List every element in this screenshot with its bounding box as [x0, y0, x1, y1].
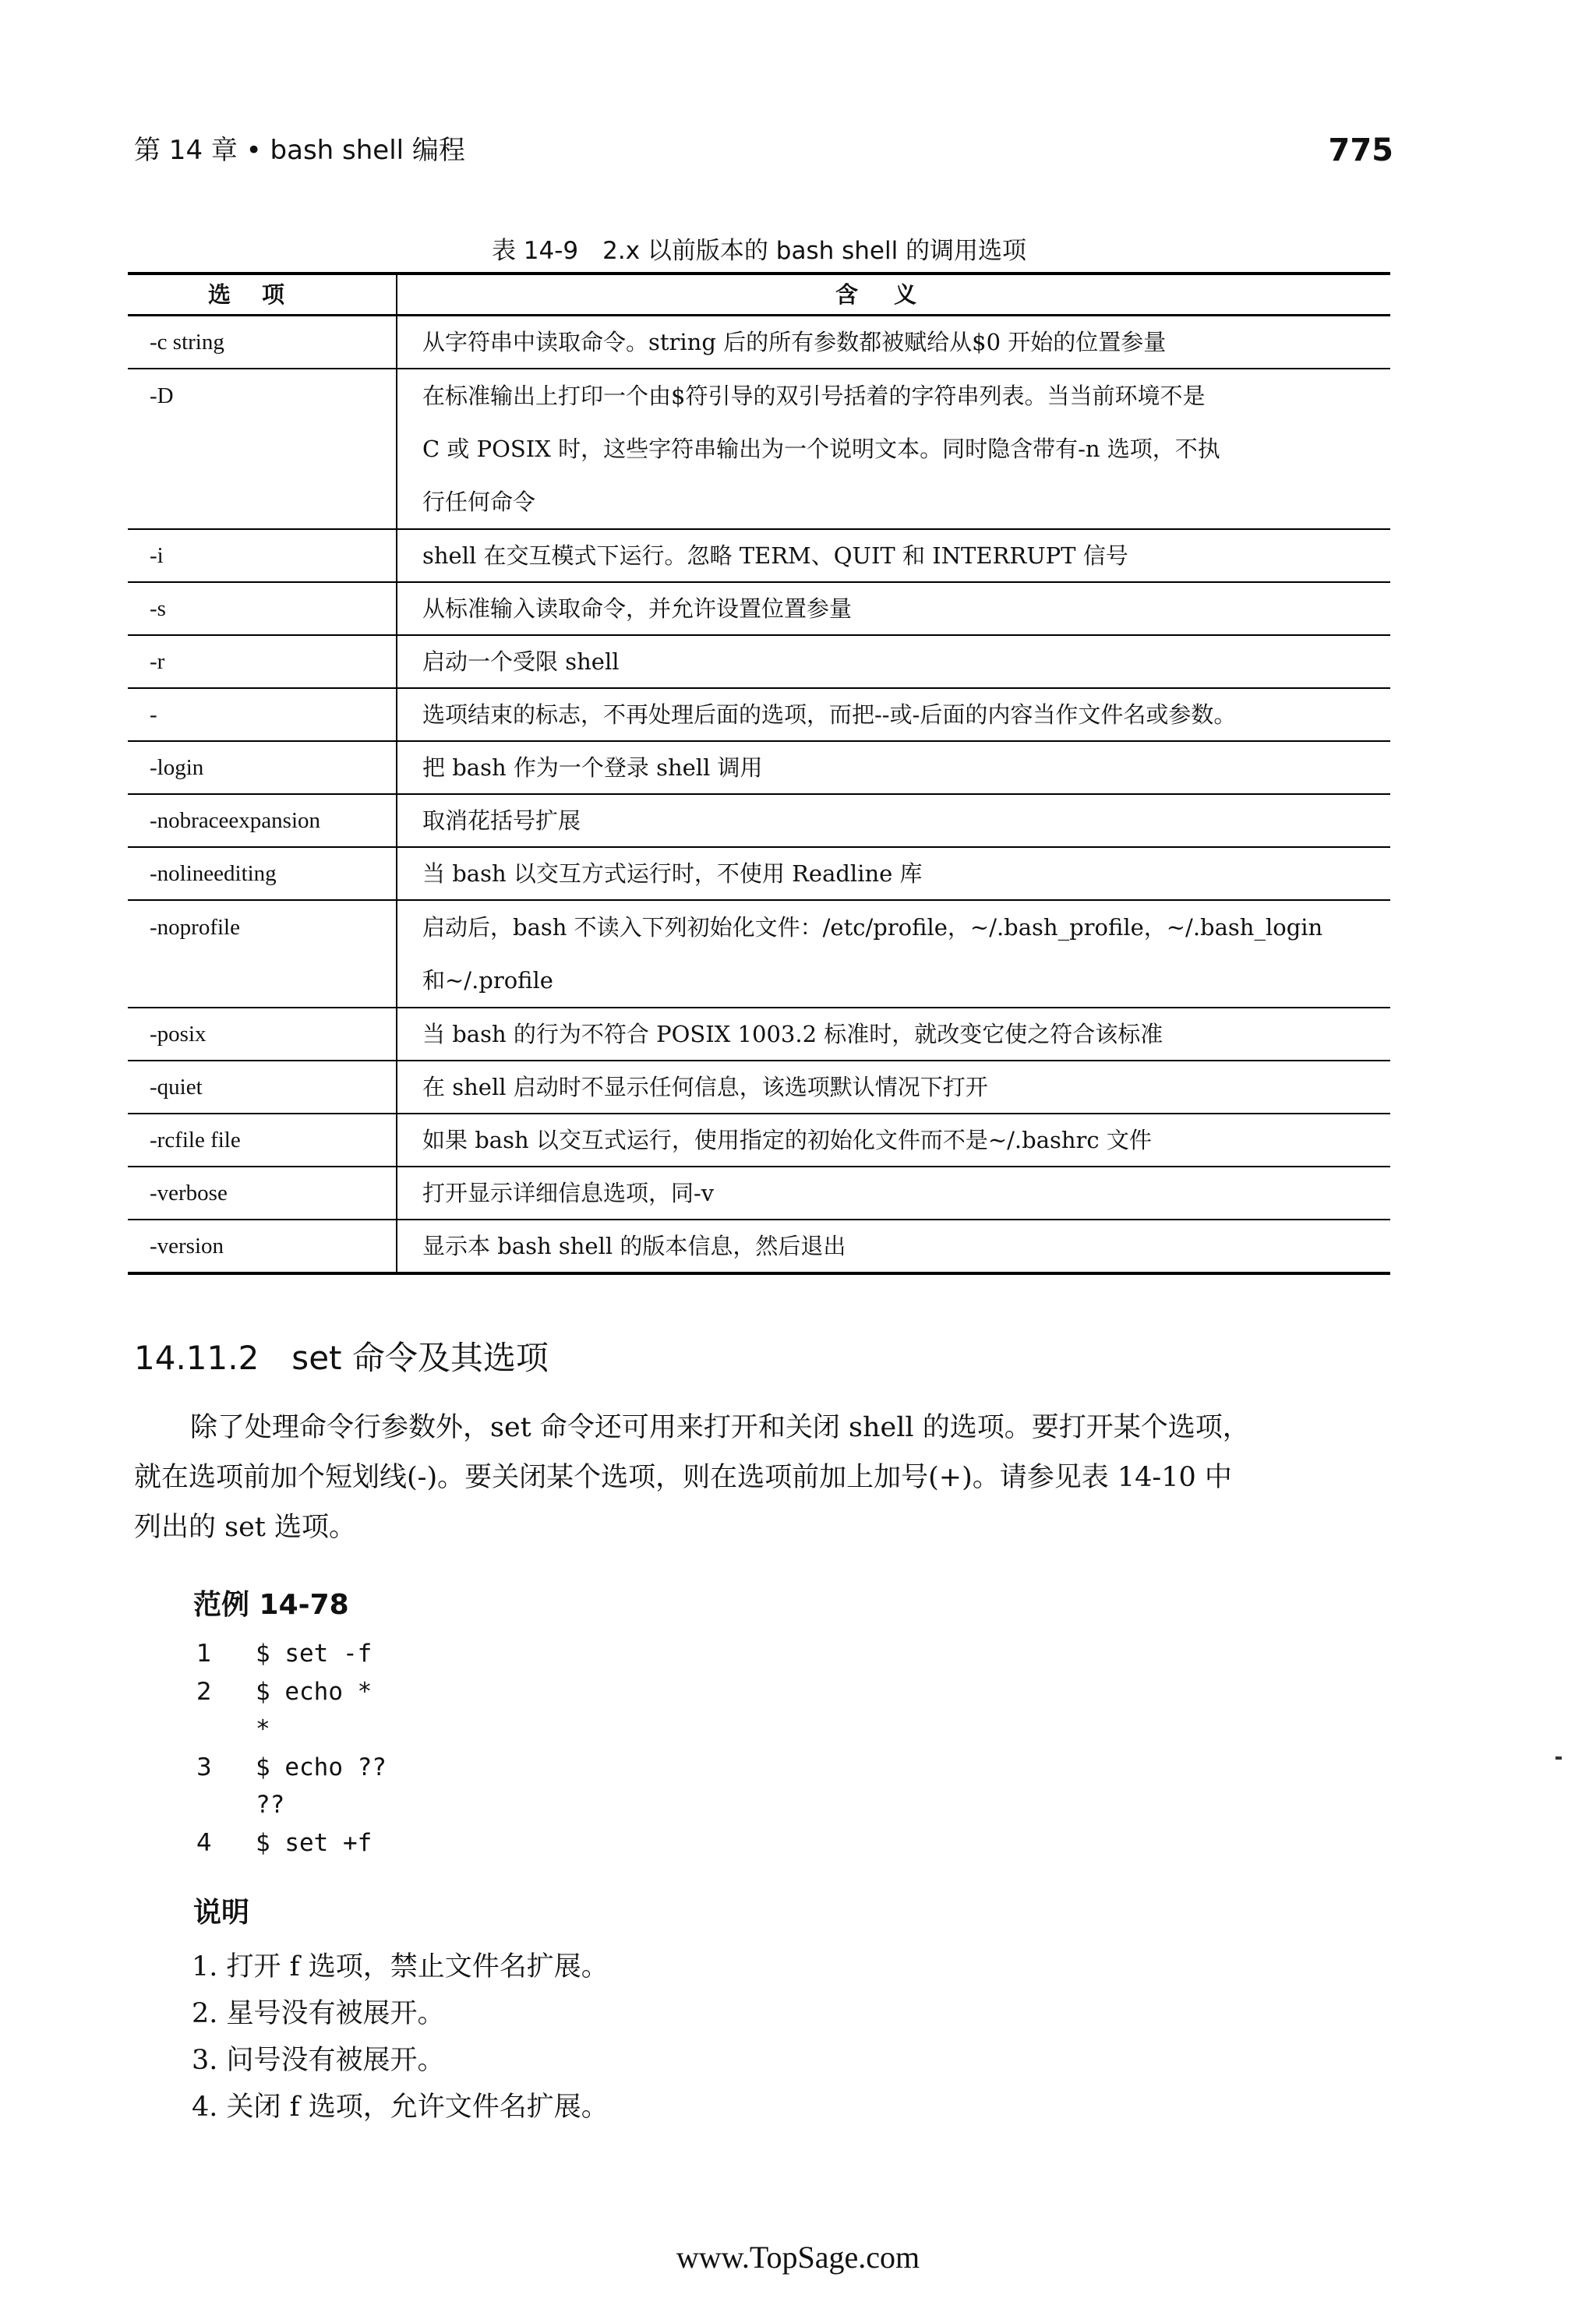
meaning-cell [397, 530, 1390, 581]
note-item: 3. 问号没有被展开。 [192, 2045, 445, 2076]
option-cell: -i [128, 530, 397, 581]
meaning-cell [397, 901, 1390, 1007]
meaning-line: 在 shell 启动时不显示任何信息，该选项默认情况下打开 [422, 1074, 988, 1100]
meaning-line: 启动后，bash 不读入下列初始化文件：/etc/profile，~/.bash_profile，~/.bash_login [422, 914, 1323, 941]
meaning-cell [397, 1114, 1390, 1166]
meaning-cell [397, 1167, 1390, 1219]
option-cell: -login [128, 742, 397, 793]
notes-title: 说明 [193, 1897, 250, 1929]
table-row [128, 583, 1390, 636]
meaning-line: 取消花括号扩展 [422, 807, 581, 834]
code-line [196, 1786, 1132, 1824]
meaning-cell [397, 689, 1390, 740]
line-number: 3 [196, 1753, 212, 1781]
code-line [196, 1749, 1132, 1787]
line-number [196, 1711, 256, 1749]
meaning-cell [397, 1008, 1390, 1060]
table-row [128, 901, 1390, 1008]
note-item: 4. 关闭 f 选项，允许文件名扩展。 [192, 2092, 609, 2123]
code-text: ?? [256, 1791, 285, 1819]
meaning-line: 在标准输出上打印一个由$符引导的双引号括着的字符串列表。当当前环境不是 [422, 383, 1206, 409]
meaning-line: shell 在交互模式下运行。忽略 TERM、QUIT 和 INTERRUPT 信号 [422, 542, 1128, 569]
paragraph-line: 就在选项前加个短划线(-)。要关闭某个选项，则在选项前加上加号(+)。请参见表 14-10 中 [134, 1462, 1232, 1493]
meaning-line: 把 bash 作为一个登录 shell 调用 [422, 754, 763, 781]
footer-url: www.TopSage.com [676, 2240, 920, 2275]
option-cell: -c string [128, 316, 397, 368]
table-caption: 表 14-9 2.x 以前版本的 bash shell 的调用选项 [491, 237, 1027, 265]
table-row [128, 369, 1390, 530]
meaning-line: 当 bash 以交互方式运行时，不使用 Readline 库 [422, 860, 923, 887]
option-cell: -nolineediting [128, 848, 397, 899]
table-row [128, 530, 1390, 583]
code-line [196, 1824, 1132, 1862]
option-cell: -D [128, 369, 397, 528]
meaning-line: 从标准输入读取命令，并允许设置位置参量 [422, 595, 853, 622]
option-cell: -r [128, 636, 397, 687]
paragraph-line: 除了处理命令行参数外，set 命令还可用来打开和关闭 shell 的选项。要打开某个选项， [190, 1412, 1250, 1443]
column-header-meaning: 含义 [835, 281, 952, 308]
column-header-option: 选项 [128, 275, 397, 314]
page-header [134, 131, 1393, 170]
meaning-line: 启动一个受限 shell [422, 648, 620, 675]
meaning-cell [397, 636, 1390, 687]
line-number: 4 [196, 1828, 212, 1857]
table-row [128, 795, 1390, 848]
table-row [128, 1061, 1390, 1114]
table-row [128, 1167, 1390, 1220]
meaning-line: 行任何命令 [422, 489, 536, 515]
line-number: 1 [196, 1640, 212, 1668]
meaning-cell [397, 583, 1390, 634]
meaning-line: 当 bash 的行为不符合 POSIX 1003.2 标准时，就改变它使之符合该标准 [422, 1021, 1163, 1047]
table-row [128, 636, 1390, 689]
table-header-row [128, 275, 1390, 316]
table-row [128, 742, 1390, 795]
code-text: $ set -f [256, 1640, 373, 1668]
meaning-line: 选项结束的标志，不再处理后面的选项，而把--或-后面的内容当作文件名或参数。 [422, 701, 1237, 728]
chapter-title: 第 14 章 • bash shell 编程 [134, 135, 465, 166]
code-block [196, 1635, 1132, 1862]
meaning-cell [397, 795, 1390, 846]
table-row [128, 848, 1390, 901]
code-text: $ echo * [256, 1677, 373, 1706]
code-line [196, 1673, 1132, 1711]
code-text: * [256, 1715, 270, 1743]
notes-list [192, 1944, 1127, 2131]
code-text: $ set +f [256, 1828, 373, 1857]
section-heading: 14.11.2 set 命令及其选项 [134, 1339, 549, 1377]
code-line [196, 1711, 1132, 1749]
meaning-line: 打开显示详细信息选项，同-v [422, 1180, 715, 1206]
line-number: 2 [196, 1677, 212, 1706]
meaning-cell [397, 316, 1390, 368]
scan-speck [1555, 1756, 1562, 1760]
meaning-cell [397, 848, 1390, 899]
note-item: 1. 打开 f 选项，禁止文件名扩展。 [192, 1951, 609, 1982]
meaning-cell [397, 1220, 1390, 1272]
meaning-cell [397, 742, 1390, 793]
note-item: 2. 星号没有被展开。 [192, 1998, 445, 2029]
option-cell: -rcfile file [128, 1114, 397, 1166]
body-paragraph [134, 1403, 1393, 1552]
option-cell: -quiet [128, 1061, 397, 1113]
option-cell: -version [128, 1220, 397, 1272]
paragraph-line: 列出的 set 选项。 [134, 1512, 356, 1543]
options-table [128, 272, 1390, 1275]
meaning-cell [397, 369, 1390, 528]
table-row [128, 1114, 1390, 1167]
meaning-cell [397, 1061, 1390, 1113]
code-text: $ echo ?? [256, 1753, 387, 1781]
example-title: 范例 14-78 [193, 1589, 349, 1621]
meaning-line: 显示本 bash shell 的版本信息，然后退出 [422, 1233, 846, 1259]
option-cell: -verbose [128, 1167, 397, 1219]
table-row [128, 1220, 1390, 1275]
meaning-line: 从字符串中读取命令。string 后的所有参数都被赋给从$0 开始的位置参量 [422, 329, 1167, 355]
table-row [128, 689, 1390, 742]
table-row [128, 1008, 1390, 1061]
meaning-line: C 或 POSIX 时，这些字符串输出为一个说明文本。同时隐含带有-n 选项，不执 [422, 436, 1220, 462]
option-cell: -nobraceexpansion [128, 795, 397, 846]
meaning-line: 和~/.profile [422, 967, 553, 994]
page-number: 775 [1328, 132, 1393, 168]
option-cell: - [128, 689, 397, 740]
meaning-line: 如果 bash 以交互式运行，使用指定的初始化文件而不是~/.bashrc 文件 [422, 1127, 1152, 1153]
option-cell: -posix [128, 1008, 397, 1060]
line-number [196, 1786, 256, 1824]
code-line [196, 1635, 1132, 1673]
option-cell: -s [128, 583, 397, 634]
table-row [128, 316, 1390, 369]
option-cell: -noprofile [128, 901, 397, 1007]
